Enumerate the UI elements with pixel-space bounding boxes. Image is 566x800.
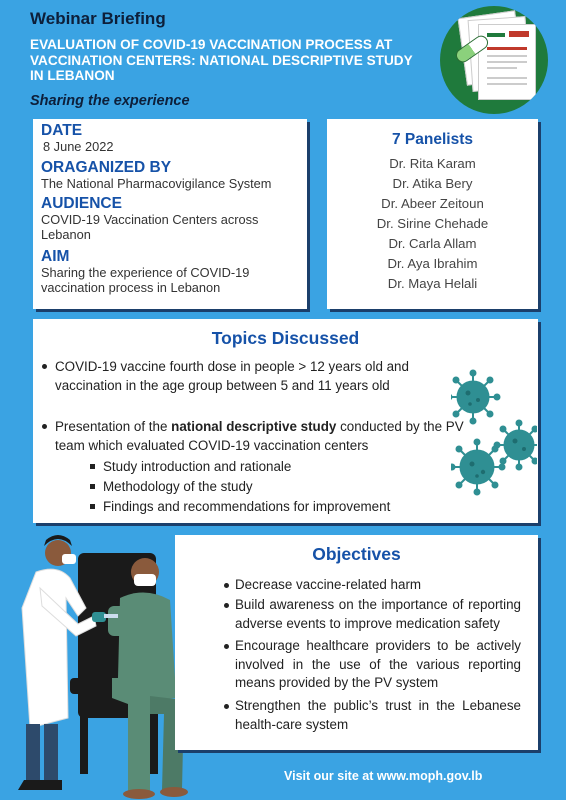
panelist-name: Dr. Abeer Zeitoun: [381, 196, 484, 211]
objectives-title: Objectives: [312, 544, 401, 564]
topics-title: Topics Discussed: [211, 328, 360, 348]
date-label: DATE: [41, 122, 83, 139]
bullet-icon: [224, 644, 229, 649]
website-link[interactable]: Visit our site at www.moph.gov.lb: [284, 769, 483, 783]
topic-item: COVID-19 vaccine fourth dose in people > 12 years old and vaccination in the age group between 5 and 11 years old: [55, 357, 455, 395]
square-bullet-icon: [90, 504, 95, 509]
topic-emphasis: national descriptive study: [171, 419, 337, 434]
ministry-logo-icon: [440, 6, 548, 114]
topic-subitem: Study introduction and rationale: [103, 457, 291, 477]
panelist-name: Dr. Atika Bery: [392, 176, 473, 191]
panelists-panel: [327, 119, 538, 309]
panelist-name: Dr. Carla Allam: [388, 236, 477, 251]
square-bullet-icon: [90, 464, 95, 469]
panelists-title: 7 Panelists: [392, 131, 473, 148]
audience-value: COVID-19 Vaccination Centers across Lebanon: [41, 212, 259, 242]
aim-label: AIM: [41, 248, 70, 265]
audience-label: AUDIENCE: [41, 195, 122, 212]
panelist-name: Dr. Rita Karam: [389, 156, 476, 171]
vaccination-illustration-icon: [0, 528, 190, 800]
date-value: 8 June 2022: [43, 139, 114, 154]
square-bullet-icon: [90, 484, 95, 489]
objectives-panel: [175, 535, 538, 750]
bullet-icon: [224, 704, 229, 709]
objective-item: Strengthen the public’s trust in the Lebanese health-care system: [235, 697, 521, 734]
organizer-value: The National Pharmacovigilance System: [41, 175, 272, 191]
aim-value: Sharing the experience of COVID-19 vaccination process in Lebanon: [41, 265, 250, 295]
topic-subitem: Methodology of the study: [103, 477, 253, 497]
bullet-icon: [224, 603, 229, 608]
panelist-name: Dr. Aya Ibrahim: [387, 256, 478, 271]
objective-item: Encourage healthcare providers to be actively involved in the use of the various reporting means provided by the PV system: [235, 637, 521, 693]
objective-item: Build awareness on the importance of reporting adverse events to improve medication safety: [235, 596, 521, 633]
event-info-panel: [33, 119, 307, 309]
bullet-icon: [224, 583, 229, 588]
header-tag: Webinar Briefing: [30, 9, 166, 28]
bullet-icon: [42, 364, 47, 369]
page-title: EVALUATION OF COVID-19 VACCINATION PROCESS AT VACCINATION CENTERS: NATIONAL DESCRIPTIVE STUDY IN LEBANON: [30, 37, 413, 83]
panelist-name: Dr. Maya Helali: [387, 276, 478, 291]
topic-item: Presentation of the national descriptive study conducted by the PV team which evaluated COVID-19 vaccination centers: [55, 417, 471, 455]
topic-subitem: Findings and recommendations for improvement: [103, 497, 390, 517]
organizer-label: ORAGANIZED BY: [41, 158, 172, 176]
panelist-name: Dr. Sirine Chehade: [376, 216, 489, 231]
topics-panel: [33, 319, 538, 523]
bullet-icon: [42, 424, 47, 429]
objective-item: Decrease vaccine-related harm: [235, 576, 521, 595]
virus-illustration-icon: [451, 355, 537, 505]
page-subtitle: Sharing the experience: [30, 93, 190, 109]
